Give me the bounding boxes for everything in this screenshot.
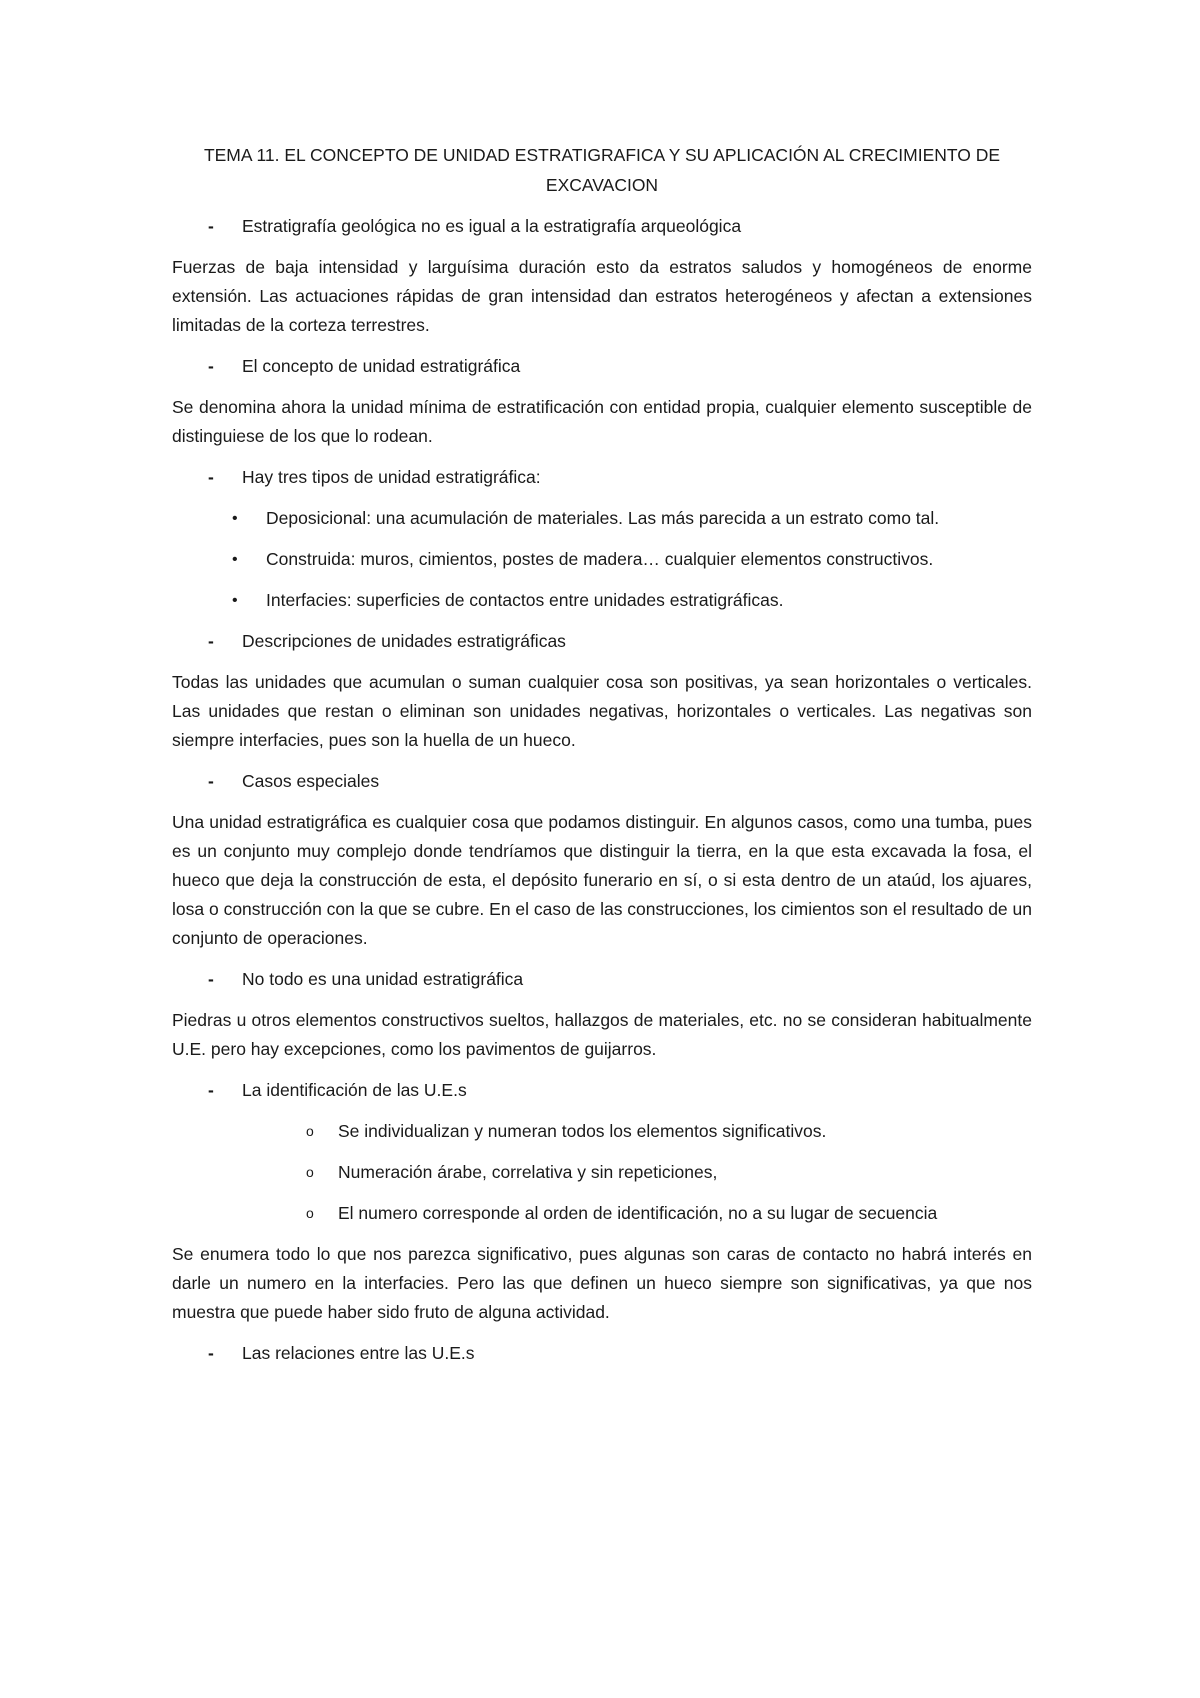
section-heading bbox=[172, 767, 1032, 796]
section-heading-text: No todo es una unidad estratigráfica bbox=[242, 969, 524, 989]
section-heading-text: Estratigrafía geológica no es igual a la estratigrafía arqueológica bbox=[242, 216, 742, 236]
dash-marker: - bbox=[208, 216, 214, 236]
paragraph: Fuerzas de baja intensidad y larguísima duración esto da estratos saludos y homogéneos de enorme extensión. Las actuaciones rápidas de gran intensidad dan estratos heterogéneos y afectan a extensiones limitadas de la corteza terrestres. bbox=[172, 257, 1032, 335]
dash-marker: - bbox=[208, 969, 214, 989]
paragraph: Se enumera todo lo que nos parezca significativo, pues algunas son caras de contacto no habrá interés en darle un numero en la interfacies. Pero las que definen un hueco siempre son significativas, ya que nos muestra que puede haber sido fruto de alguna actividad. bbox=[172, 1244, 1032, 1322]
circle-marker: o bbox=[306, 1164, 314, 1180]
sub-item-text: El numero corresponde al orden de identificación, no a su lugar de secuencia bbox=[338, 1203, 938, 1223]
section-heading-text: Descripciones de unidades estratigráficas bbox=[242, 631, 566, 651]
section-heading-text: Hay tres tipos de unidad estratigráfica: bbox=[242, 467, 541, 487]
document-title: TEMA 11. EL CONCEPTO DE UNIDAD ESTRATIGRAFICA Y SU APLICACIÓN AL CRECIMIENTO DE EXCAVACION bbox=[203, 145, 1001, 195]
bullet-marker: • bbox=[232, 592, 238, 609]
dash-marker: - bbox=[208, 356, 214, 376]
section-heading bbox=[172, 627, 1032, 656]
paragraph: Piedras u otros elementos constructivos sueltos, hallazgos de materiales, etc. no se consideran habitualmente U.E. pero hay excepciones, como los pavimentos de guijarros. bbox=[172, 1010, 1032, 1059]
bullet-text: Deposicional: una acumulación de materiales. Las más parecida a un estrato como tal. bbox=[266, 508, 940, 528]
bullet-marker: • bbox=[232, 551, 238, 568]
dash-marker: - bbox=[208, 771, 214, 791]
section-heading-text: La identificación de las U.E.s bbox=[242, 1080, 467, 1100]
dash-marker: - bbox=[208, 1343, 214, 1363]
paragraph: Todas las unidades que acumulan o suman cualquier cosa son positivas, ya sean horizontales o verticales. Las unidades que restan o eliminan son unidades negativas, horizontales o verticales. Las negativas son siempre interfacies, pues son la huella de un hueco. bbox=[172, 672, 1032, 750]
sub-item bbox=[172, 1117, 1032, 1146]
section-heading bbox=[172, 352, 1032, 381]
section-heading bbox=[172, 965, 1032, 994]
section-heading-text: Casos especiales bbox=[242, 771, 380, 791]
sub-item-text: Se individualizan y numeran todos los elementos significativos. bbox=[338, 1121, 827, 1141]
section-heading bbox=[172, 1339, 1032, 1368]
dash-marker: - bbox=[208, 631, 214, 651]
sub-item bbox=[172, 1199, 1032, 1228]
section-heading-text: El concepto de unidad estratigráfica bbox=[242, 356, 521, 376]
dash-marker: - bbox=[208, 1080, 214, 1100]
bullet-item bbox=[172, 586, 1032, 615]
sub-item bbox=[172, 1158, 1032, 1187]
circle-marker: o bbox=[306, 1205, 314, 1221]
bullet-item bbox=[172, 545, 1032, 574]
section-heading-text: Las relaciones entre las U.E.s bbox=[242, 1343, 475, 1363]
bullet-text: Interfacies: superficies de contactos entre unidades estratigráficas. bbox=[266, 590, 784, 610]
section-heading bbox=[172, 1076, 1032, 1105]
sub-item-text: Numeración árabe, correlativa y sin repeticiones, bbox=[338, 1162, 718, 1182]
dash-marker: - bbox=[208, 467, 214, 487]
paragraph: Una unidad estratigráfica es cualquier cosa que podamos distinguir. En algunos casos, como una tumba, pues es un conjunto muy complejo donde tendríamos que distinguir la tierra, en la que esta excavada la fosa, el hueco que deja la construcción de esta, el depósito funerario en sí, o si esta dentro de un ataúd, los ajuares, losa o construcción con la que se cubre. En el caso de las construcciones, los cimientos son el resultado de un conjunto de operaciones. bbox=[172, 812, 1032, 948]
section-heading bbox=[172, 463, 1032, 492]
section-heading bbox=[172, 212, 1032, 241]
paragraph: Se denomina ahora la unidad mínima de estratificación con entidad propia, cualquier elemento susceptible de distinguiese de los que lo rodean. bbox=[172, 397, 1032, 446]
bullet-item bbox=[172, 504, 1032, 533]
document-page bbox=[172, 140, 1032, 1380]
bullet-text: Construida: muros, cimientos, postes de madera… cualquier elementos constructivos. bbox=[266, 549, 934, 569]
circle-marker: o bbox=[306, 1123, 314, 1139]
bullet-marker: • bbox=[232, 510, 238, 527]
